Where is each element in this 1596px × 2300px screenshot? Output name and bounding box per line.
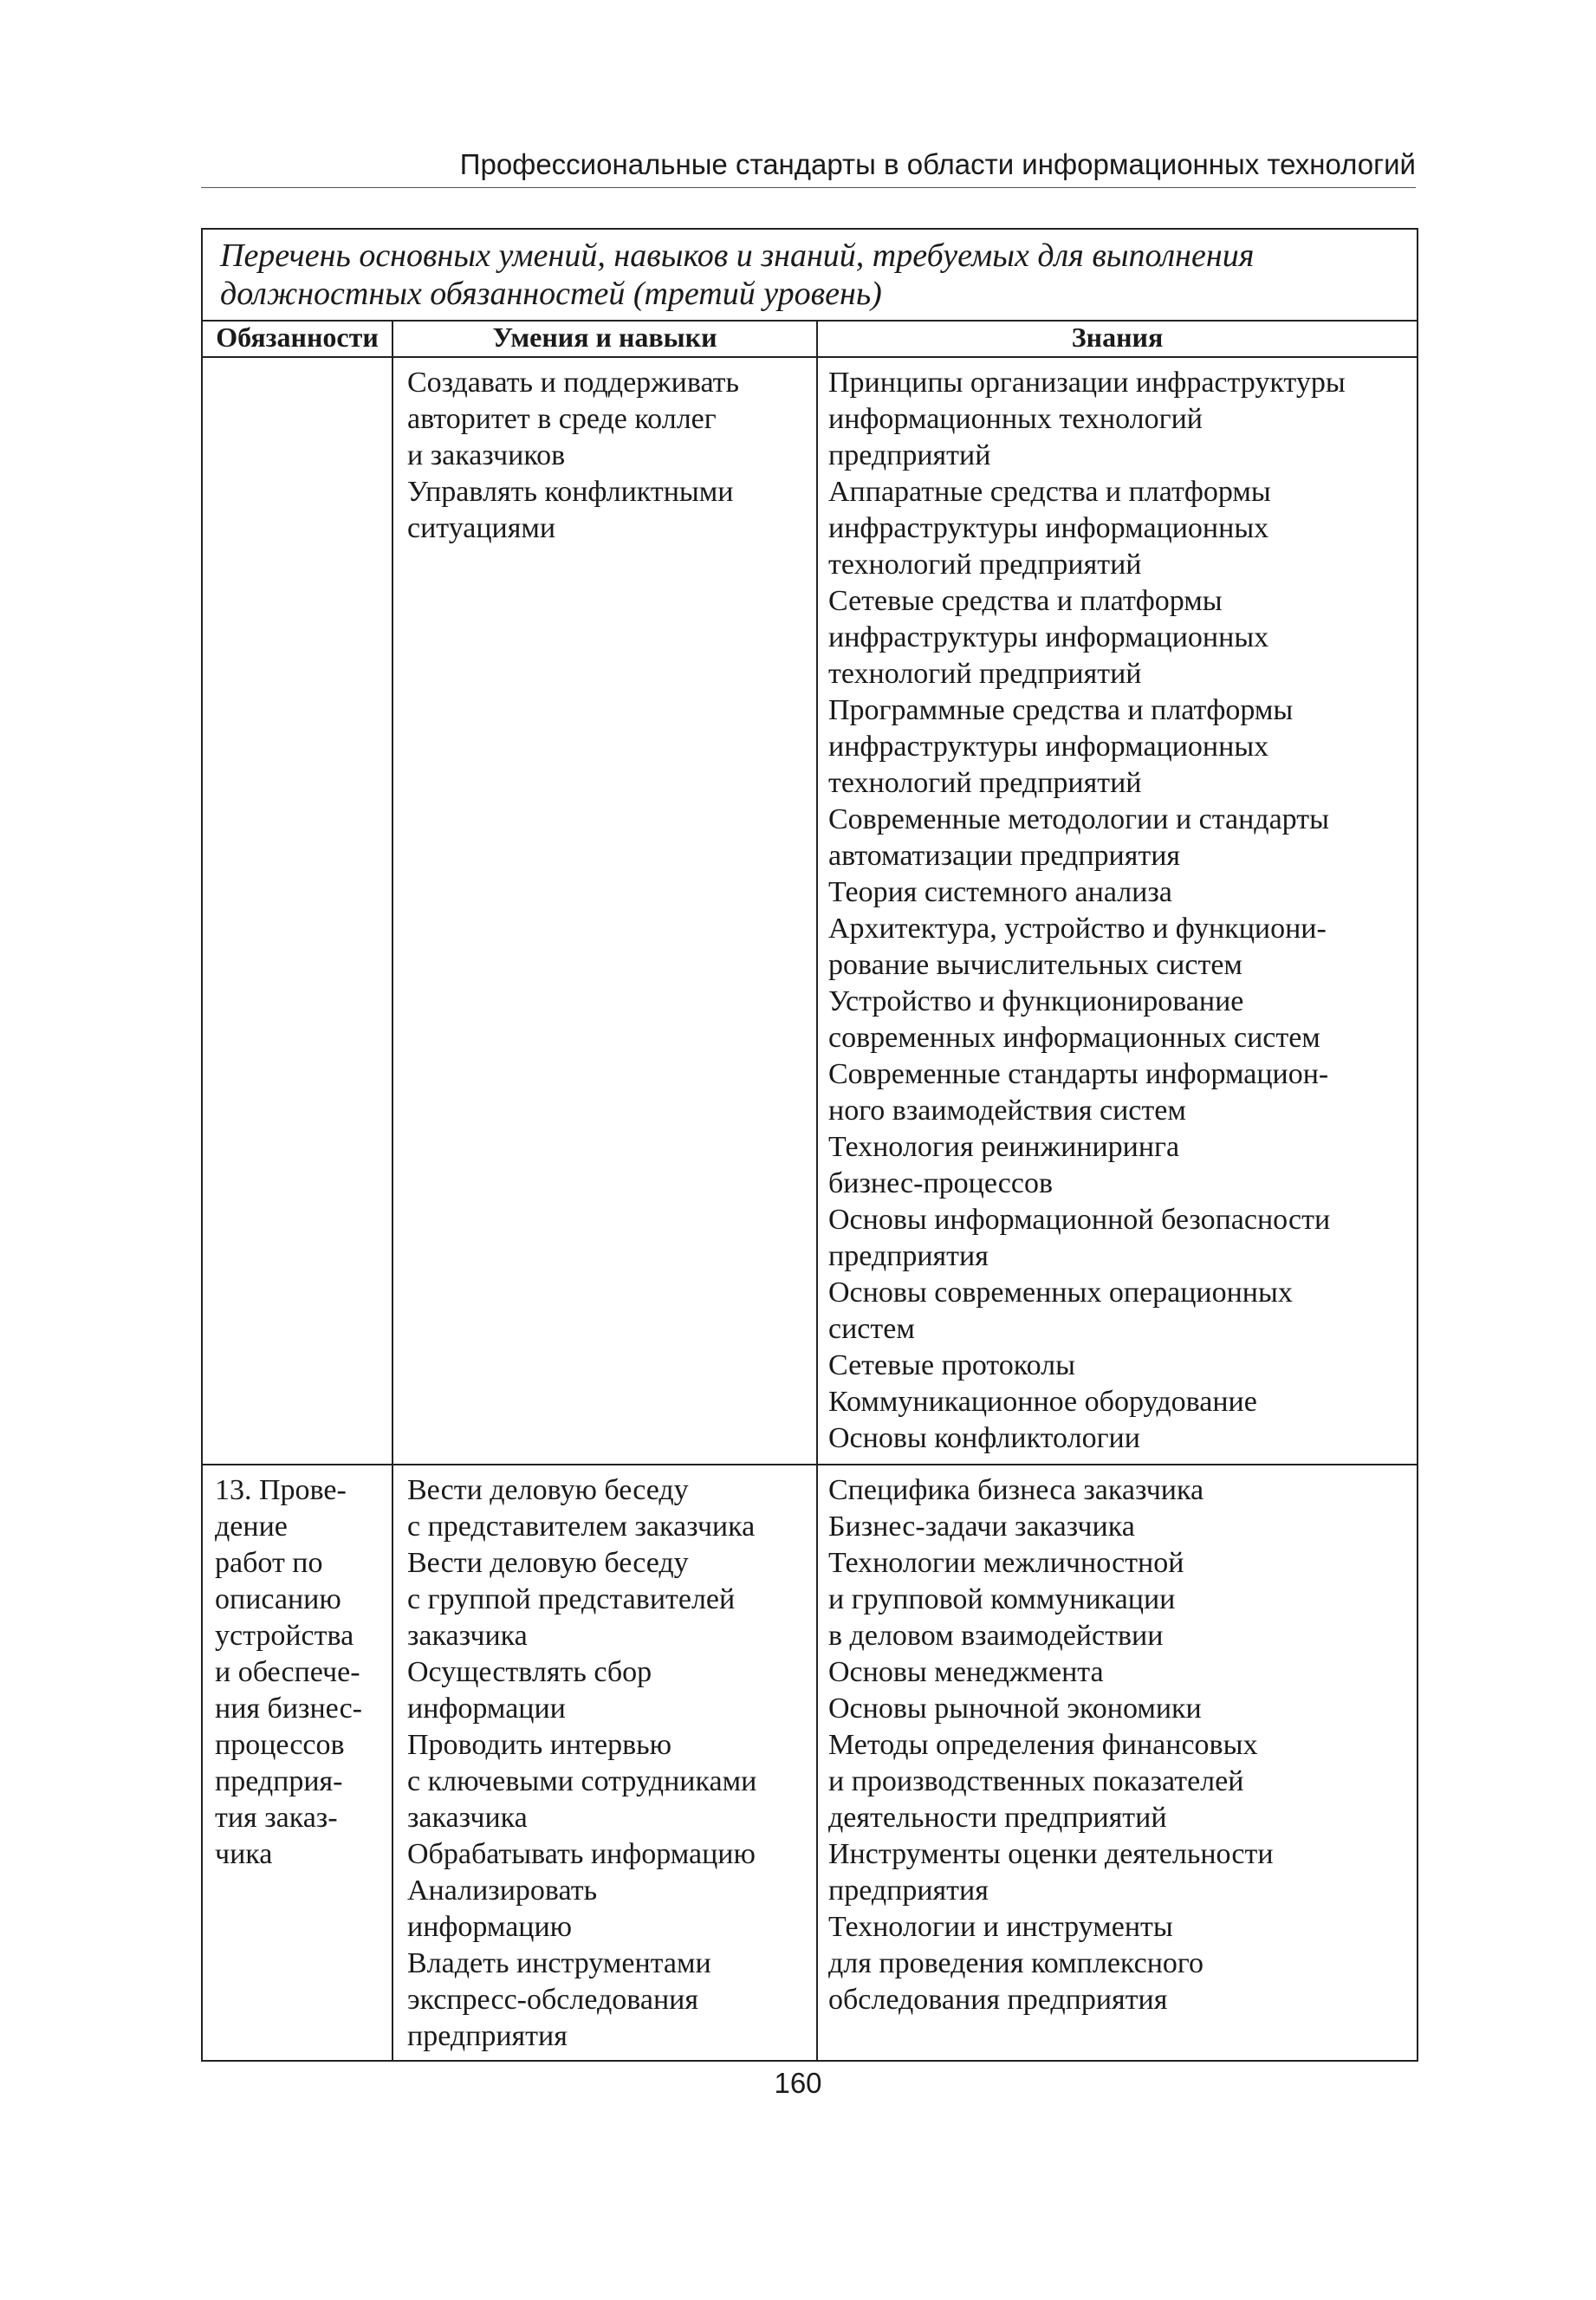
cell-line: Специфика бизнеса заказчика [828,1474,1204,1506]
cell-line: информационных технологий [828,403,1203,435]
table-caption-row [202,229,1418,321]
cell-line: для проведения комплексного [828,1947,1203,1979]
page-number: 160 [774,2067,822,2099]
cell-line: Программные средства и платформы [828,694,1294,726]
cell-line: предприятий [828,439,991,471]
table-row [202,357,1418,1465]
knowledge-cell [817,1465,1418,2061]
cell-line: Технологии межличностной [828,1547,1184,1579]
cell-line: Инструменты оценки деятельности [828,1838,1274,1870]
cell-line: предприятия [828,1240,989,1272]
cell-line: чика [215,1838,273,1870]
knowledge-cell [817,357,1418,1465]
cell-line: Коммуникационное оборудование [828,1386,1257,1418]
cell-line: с группой представителей [407,1583,736,1615]
cell-line: Современные стандарты информацион- [828,1058,1329,1090]
cell-line: бизнес-процессов [828,1167,1054,1199]
cell-line: современных информационных систем [828,1022,1320,1054]
cell-line: рование вычислительных систем [828,949,1242,981]
column-header-skills: Умения и навыки [393,321,817,357]
table-caption-line: Перечень основных умений, навыков и знаний, требуемых для выполнения [220,237,1255,274]
cell-line: Основы конфликтологии [828,1422,1140,1454]
cell-line: Вести деловую беседу [407,1547,689,1579]
cell-line: технологий предприятий [828,767,1142,799]
cell-line: Методы определения финансовых [828,1729,1258,1761]
cell-line: Основы современных операционных [828,1277,1293,1309]
cell-line: Управлять конфликтными [407,476,734,508]
cell-line: предприятия [407,2020,568,2052]
running-head: Профессиональные стандарты в области информационных технологий [459,148,1416,180]
duties-cell [202,357,393,1465]
cell-line: Сетевые протоколы [828,1349,1075,1381]
skills-table [201,228,1418,2062]
cell-line: Бизнес-задачи заказчика [828,1511,1135,1543]
cell-line: технологий предприятий [828,658,1142,690]
cell-line: 13. Прове- [215,1474,347,1506]
cell-line: Аппаратные средства и платформы [828,476,1271,508]
header-rule [201,187,1416,188]
cell-line: Устройство и функционирование [828,985,1244,1017]
cell-line: деятельности предприятий [828,1802,1167,1834]
column-header-knowledge: Знания [817,321,1418,357]
cell-line: Осуществлять сбор [407,1656,652,1688]
cell-line: в деловом взаимодействии [828,1620,1164,1652]
cell-line: предприя- [215,1765,343,1797]
column-header-row [202,321,1418,357]
cell-line: Проводить интервью [407,1729,672,1761]
cell-line: и производственных показателей [828,1765,1244,1797]
cell-line: инфраструктуры информационных [828,512,1269,544]
cell-line: ния бизнес- [215,1693,362,1725]
cell-line: технологий предприятий [828,549,1142,581]
cell-line: инфраструктуры информационных [828,731,1269,763]
cell-line: работ по [215,1547,323,1579]
cell-line: и заказчиков [407,439,566,471]
cell-line: описанию [215,1583,341,1615]
cell-line: автоматизации предприятия [828,840,1181,872]
cell-line: Теория системного анализа [828,876,1172,908]
cell-line: устройства [215,1620,354,1652]
cell-line: заказчика [407,1620,528,1652]
cell-line: заказчика [407,1802,528,1834]
cell-line: ситуациями [407,512,556,544]
cell-line: с представителем заказчика [407,1511,756,1543]
cell-line: предприятия [828,1874,989,1907]
cell-line: систем [828,1313,915,1345]
cell-line: тия заказ- [215,1802,338,1834]
cell-line: инфраструктуры информационных [828,621,1269,653]
skills-cell [393,357,817,1465]
cell-line: авторитет в среде коллег [407,403,717,435]
table-caption-line: должностных обязанностей (третий уровень) [220,276,882,312]
cell-line: Владеть инструментами [407,1947,711,1979]
cell-line: Вести деловую беседу [407,1474,689,1506]
cell-line: экспресс-обследования [407,1984,699,2016]
cell-line: Сетевые средства и платформы [828,585,1223,617]
cell-line: Архитектура, устройство и функциони- [828,913,1327,945]
cell-line: информации [407,1693,566,1725]
cell-line: информацию [407,1911,573,1943]
cell-line: и групповой коммуникации [828,1583,1176,1615]
cell-line: Принципы организации инфраструктуры [828,367,1346,399]
cell-line: Основы менеджмента [828,1656,1104,1688]
cell-line: ного взаимодействия систем [828,1095,1186,1127]
cell-line: Основы информационной безопасности [828,1204,1331,1236]
table-caption [202,229,1418,321]
table-row [202,1465,1418,2061]
cell-line: Обрабатывать информацию [407,1838,756,1870]
cell-line: обследования предприятия [828,1984,1168,2016]
cell-line: Создавать и поддерживать [407,367,740,399]
cell-line: дение [215,1511,288,1543]
cell-line: и обеспече- [215,1656,360,1688]
column-header-duties: Обязанности [202,321,393,357]
cell-line: Технология реинжиниринга [828,1131,1180,1163]
cell-line: Технологии и инструменты [828,1911,1173,1943]
skills-cell [393,1465,817,2061]
cell-line: Современные методологии и стандарты [828,803,1329,835]
cell-line: процессов [215,1729,345,1761]
cell-line: с ключевыми сотрудниками [407,1765,757,1797]
cell-line: Анализировать [407,1874,598,1907]
duties-cell [202,1465,393,2061]
cell-line: Основы рыночной экономики [828,1693,1202,1725]
